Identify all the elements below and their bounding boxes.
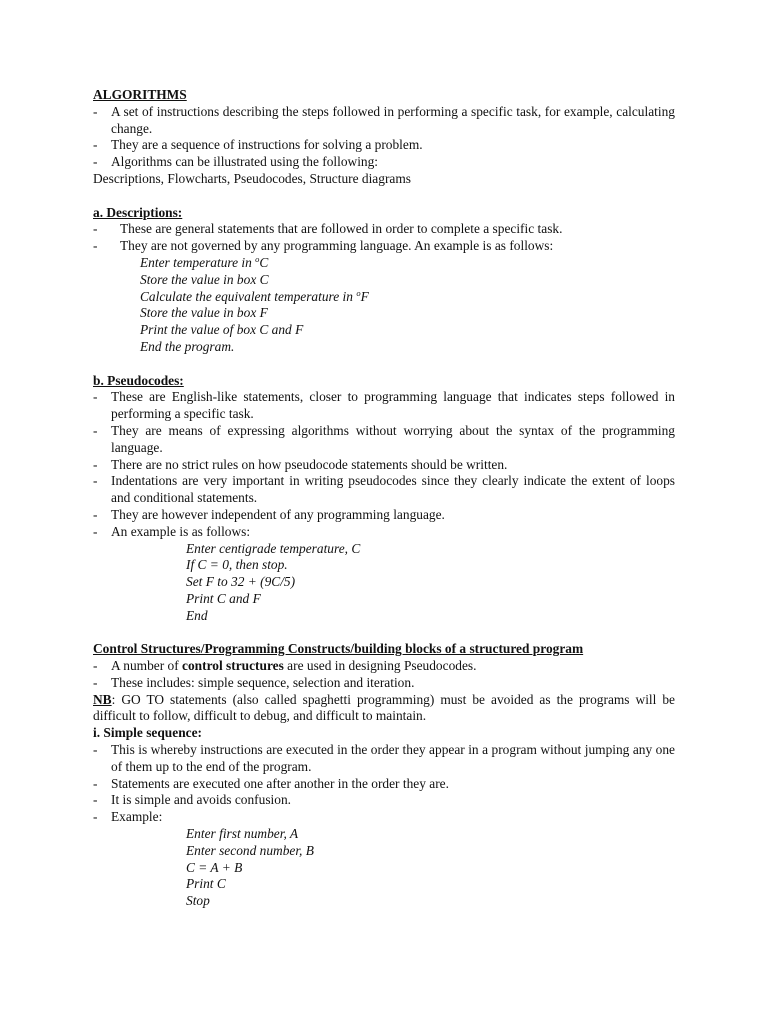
bullet-dash: - <box>93 523 98 539</box>
control-structures-heading: Control Structures/Programming Constructs/building blocks of a structured program <box>93 641 584 657</box>
example-line: Store the value in box F <box>140 305 268 321</box>
list-item-text: They are not governed by any programming language. An example is as follows: <box>120 238 554 254</box>
example-line: Store the value in box C <box>140 271 269 287</box>
descriptions-heading: a. Descriptions: <box>93 204 183 220</box>
example-text: Enter temperature in <box>140 254 256 270</box>
pseudocodes-heading: b. Pseudocodes: <box>93 372 184 388</box>
bullet-dash: - <box>93 809 98 825</box>
bullet-dash: - <box>93 238 98 254</box>
example-line: End <box>186 607 208 623</box>
degree-superscript: o <box>356 287 361 298</box>
list-item-text: Statements are executed one after another in the order they are. <box>111 775 449 791</box>
nb-label: NB <box>93 691 112 707</box>
list-item <box>93 809 675 826</box>
algorithm-types-line: Descriptions, Flowcharts, Pseudocodes, Structure diagrams <box>93 170 411 186</box>
list-item-text: There are no strict rules on how pseudocode statements should be written. <box>111 456 508 472</box>
example-line <box>140 289 675 306</box>
example-line: Enter second number, B <box>186 842 314 858</box>
bullet-dash: - <box>93 154 98 170</box>
example-line: Enter centigrade temperature, C <box>186 540 361 556</box>
bullet-dash: - <box>93 103 98 119</box>
bullet-dash: - <box>93 473 98 489</box>
bullet-dash: - <box>93 389 98 405</box>
list-item <box>93 238 675 255</box>
list-item-text: A set of instructions describing the steps followed in performing a specific task, for example, calculating change. <box>111 103 675 136</box>
bullet-dash: - <box>93 221 98 237</box>
list-item <box>93 389 675 423</box>
example-text: C <box>259 254 269 270</box>
bullet-dash: - <box>93 792 98 808</box>
pseudocode-example <box>93 541 675 625</box>
example-line: Set F to 32 + (9C/5) <box>186 574 296 590</box>
list-item-text: These includes: simple sequence, selection and iteration. <box>111 674 415 690</box>
example-text: Calculate the equivalent temperature in <box>140 288 357 304</box>
list-item <box>93 675 675 692</box>
list-item-text: Algorithms can be illustrated using the following: <box>111 154 379 170</box>
list-item <box>93 792 675 809</box>
list-item-text: They are however independent of any programming language. <box>111 506 445 522</box>
bullet-dash: - <box>93 137 98 153</box>
example-line: Print the value of box C and F <box>140 322 304 338</box>
example-line: If C = 0, then stop. <box>186 557 288 573</box>
nb-note <box>93 692 675 726</box>
bullet-dash: - <box>93 506 98 522</box>
bullet-dash: - <box>93 674 98 690</box>
descriptions-example <box>93 255 675 356</box>
list-item <box>93 221 675 238</box>
example-line <box>140 255 675 272</box>
bullet-dash: - <box>93 775 98 791</box>
list-item <box>93 104 675 138</box>
text-run: A number of <box>111 658 183 674</box>
list-item-text <box>111 658 675 675</box>
bullet-dash: - <box>93 456 98 472</box>
list-item-text: An example is as follows: <box>111 523 251 539</box>
simple-sequence-example <box>93 826 675 910</box>
text-run: are used in designing Pseudocodes. <box>283 658 477 674</box>
document-content <box>93 87 675 910</box>
list-item <box>93 154 675 171</box>
bullet-dash: - <box>93 742 98 758</box>
list-item <box>93 457 675 474</box>
bold-term: control structures <box>182 658 284 674</box>
example-line: Enter first number, A <box>186 826 299 842</box>
bullet-dash: - <box>93 658 98 674</box>
degree-superscript: o <box>255 253 260 264</box>
algorithms-heading: ALGORITHMS <box>93 87 187 102</box>
list-item-text: These are English-like statements, closer to programming language that indicates steps followed in performing a specific task. <box>111 389 675 422</box>
list-item-text: Example: <box>111 809 163 825</box>
list-item <box>93 473 675 507</box>
example-line: Stop <box>186 893 210 909</box>
list-item-text: They are means of expressing algorithms without worrying about the syntax of the programming language. <box>111 422 675 455</box>
example-text: F <box>360 288 369 304</box>
list-item <box>93 524 675 541</box>
list-item-text: These are general statements that are followed in order to complete a specific task. <box>120 221 563 237</box>
example-line: Print C and F <box>186 590 261 606</box>
list-item-text: They are a sequence of instructions for solving a problem. <box>111 137 423 153</box>
example-line: End the program. <box>140 338 235 354</box>
list-item <box>93 507 675 524</box>
list-item <box>93 137 675 154</box>
list-item-text: It is simple and avoids confusion. <box>111 792 292 808</box>
list-item <box>93 776 675 793</box>
simple-sequence-heading: i. Simple sequence: <box>93 725 202 741</box>
list-item <box>93 742 675 776</box>
example-line: C = A + B <box>186 859 243 875</box>
list-item-text: Indentations are very important in writing pseudocodes since they clearly indicate the extent of loops and conditional statements. <box>111 473 675 506</box>
example-line: Print C <box>186 876 226 892</box>
nb-text: : GO TO statements (also called spaghetti programming) must be avoided as the programs will be difficult to follow, difficult to debug, and difficult to maintain. <box>93 691 675 724</box>
list-item <box>93 658 675 675</box>
bullet-dash: - <box>93 422 98 438</box>
list-item-text: This is whereby instructions are executed in the order they appear in a program without jumping any one of them up to the end of the program. <box>111 742 675 774</box>
list-item <box>93 423 675 457</box>
